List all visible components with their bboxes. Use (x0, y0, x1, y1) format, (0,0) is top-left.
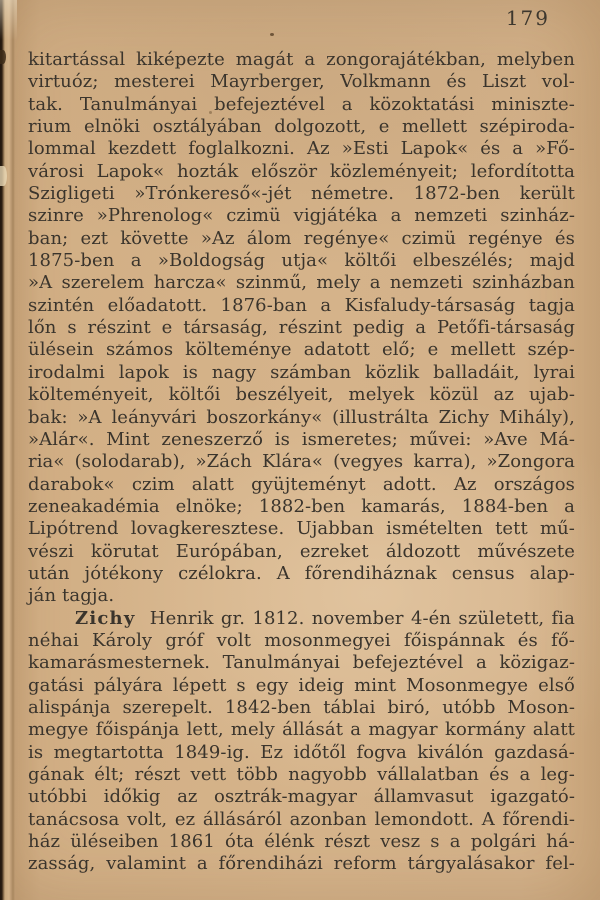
text-line: szintén előadatott. 1876-ban a Kisfaludy-társaság tagja (28, 294, 575, 316)
text-line: virtuóz; mesterei Mayrberger, Volkmann és Liszt vol- (28, 71, 575, 93)
text-line: gatási pályára lépett s egy ideig mint Mosonmegye első (28, 674, 575, 696)
text-line: ház üléseiben 1861 óta élénk részt vesz s a polgári há- (28, 831, 575, 853)
paper-speck (270, 33, 274, 36)
text-line: néhai Károly gróf volt mosonmegyei főispánnak és fő- (28, 629, 575, 651)
text-line: rium elnöki osztályában dolgozott, e mellett szépiroda- (28, 116, 575, 138)
text-line: 1875-ben a »Boldogság utja« költői elbeszélés; majd (28, 250, 575, 272)
text-block (28, 49, 575, 876)
book-binding-edge (0, 0, 17, 900)
text-line: is megtartotta 1849-ig. Ez időtől fogva kiválón gazdasá- (28, 741, 575, 763)
text-line: zeneakadémia elnöke; 1882-ben kamarás, 1884-ben a (28, 495, 575, 517)
text-line: tak. Tanulmányai befejeztével a közoktatási miniszte- (28, 93, 575, 115)
text-line: alispánja szerepelt. 1842-ben táblai biró, utóbb Moson- (28, 696, 575, 718)
page-number: 179 (505, 6, 550, 30)
entry-name-bold: Zichy (75, 607, 136, 629)
entry-first-line-rest: Henrik gr. 1812. november 4-én született, fia (149, 607, 575, 629)
text-line: irodalmi lapok is nagy számban közlik balladáit, lyrai (28, 361, 575, 383)
text-line: gának élt; részt vett több nagyobb vállalatban és a leg- (28, 764, 575, 785)
binding-paper-notch (0, 166, 7, 186)
text-line: költeményeit, költői beszélyeit, melyek közül az ujab- (28, 384, 575, 406)
text-line: után jótékony czélokra. A főrendiháznak census alap- (28, 562, 575, 584)
text-line: vészi körutat Európában, ezreket áldozott művészete (28, 540, 575, 562)
text-line: kamarásmesternek. Tanulmányai befejeztével a közigaz- (28, 652, 575, 674)
text-line: szinre »Phrenolog« czimü vigjátéka a nemzeti szinház- (28, 205, 575, 227)
text-line: lommal kezdett foglalkozni. Az »Esti Lapok« és a »Fő- (28, 138, 575, 160)
text-line: tanácsosa volt, ez állásáról azonban lemondott. A főrendi- (28, 808, 575, 830)
text-line: lőn s részint e társaság, részint pedig a Petőfi-társaság (28, 317, 575, 339)
text-line: bak: »A leányvári boszorkány« (illustrálta Zichy Mihály), (28, 406, 575, 428)
text-line: ban; ezt követte »Az álom regénye« czimü regénye és (28, 227, 575, 249)
text-line: Szigligeti »Trónkereső«-jét németre. 1872-ben került (28, 183, 575, 205)
text-line: ria« (solodarab), »Zách Klára« (vegyes karra), »Zongora (28, 451, 575, 473)
text-line: »Alár«. Mint zeneszerző is ismeretes; művei: »Ave Má- (28, 428, 575, 450)
text-line: ülésein számos költeménye adatott elő; e mellett szép- (28, 339, 575, 361)
text-line: utóbbi időkig az osztrák-magyar államvasut igazgató- (28, 786, 575, 808)
text-line: Lipótrend lovagkeresztese. Ujabban ismételten tett mű- (28, 518, 575, 540)
text-line: darabok« czim alatt gyüjteményt adott. Az országos (28, 473, 575, 495)
text-line: ján tagja. (28, 585, 115, 607)
text-line: megye főispánja lett, mely állását a magyar kormány alatt (28, 719, 575, 741)
binding-ink-mark (0, 50, 6, 64)
text-line: kitartással kiképezte magát a zongorajátékban, melyben (28, 49, 575, 70)
text-line-entry-start (28, 608, 575, 630)
text-line: »A szerelem harcza« szinmű, mely a nemzeti szinházban (28, 272, 575, 294)
text-line: városi Lapok« hozták először közleményeit; lefordította (28, 160, 575, 182)
text-line: zasság, valamint a főrendiházi reform tárgyalásakor fel- (28, 853, 575, 875)
